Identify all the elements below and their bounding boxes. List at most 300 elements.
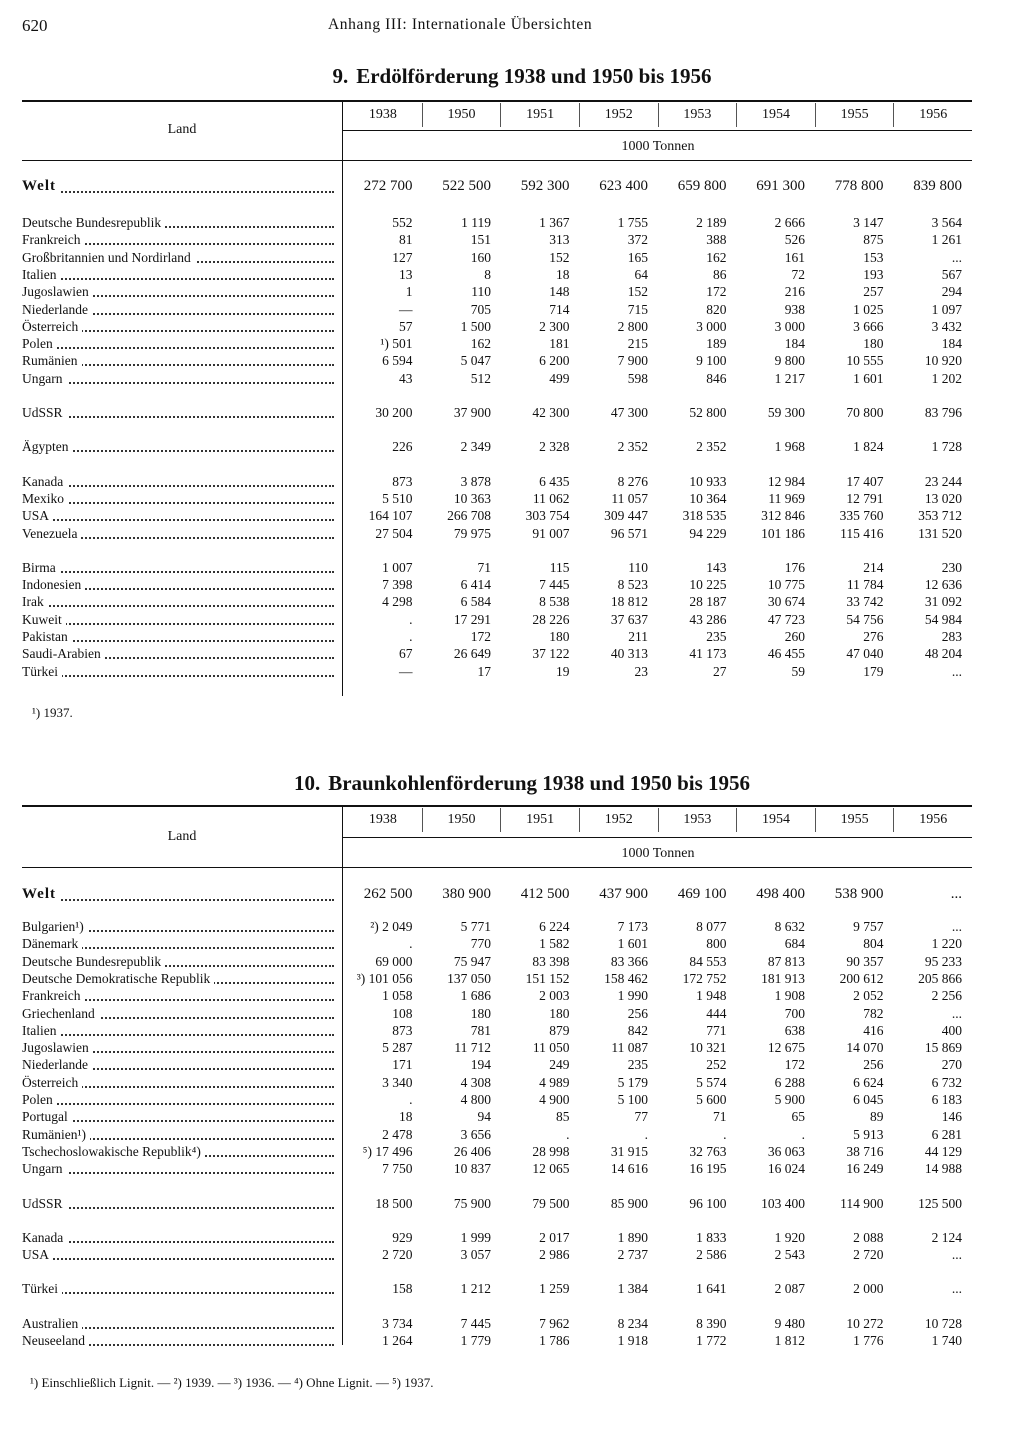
table10-land-name: Rumänien¹): [22, 1127, 90, 1142]
table9-value-cells: [344, 404, 972, 421]
table9-value-1953: 41 173: [689, 646, 727, 662]
table10-land-name: Niederlande: [22, 1057, 92, 1072]
table10-land-cell: [22, 1005, 334, 1022]
table10-value-1952: 2 737: [617, 1247, 648, 1263]
table10-value-1953: 16 195: [689, 1161, 727, 1177]
table9-land-cell: [22, 628, 334, 645]
table10-value-1952: 7 173: [617, 919, 648, 934]
table10-value-1951: 28 998: [532, 1143, 570, 1159]
table9-land-name: Saudi-Arabien: [22, 646, 105, 661]
table10-value-1938: 3 340: [382, 1074, 413, 1090]
table10-value-1956: ...: [951, 1281, 962, 1297]
table10-value-1952: 1 918: [617, 1333, 648, 1348]
table10-value-1955: 2 052: [853, 988, 884, 1004]
table9-leader-dots: [22, 675, 334, 677]
table10-leader-dots: [22, 1103, 334, 1105]
table10-value-1950: 781: [470, 1022, 491, 1038]
table9-table-row: [22, 611, 972, 628]
table9-value-1953: 3 000: [696, 318, 727, 334]
table10-value-1954: 16 024: [767, 1161, 805, 1177]
table9-value-1938: 6 594: [382, 353, 413, 369]
table10-year-1952: 1952: [579, 808, 658, 832]
table9-land-cell: [22, 438, 334, 455]
table10-value-1956: 400: [941, 1022, 962, 1038]
table9-value-1955: 33 742: [846, 594, 884, 610]
table10-value-1956: 2 256: [931, 988, 962, 1004]
table10-value-1951: 249: [549, 1057, 570, 1073]
table9-land-name: Jugoslawien: [22, 284, 93, 299]
table10-value-1952: 1 384: [617, 1281, 648, 1297]
table10-value-1950: 4 800: [460, 1092, 491, 1107]
table9-land-cell: [22, 593, 334, 610]
table10-value-1938: ³) 101 056: [356, 970, 413, 986]
table10-value-1952: 77: [634, 1109, 648, 1125]
table10-value-1954: 87 813: [767, 953, 805, 969]
table10-value-1951: 85: [556, 1109, 570, 1125]
table9-value-1953: 10 933: [689, 473, 727, 489]
table10-value-1938: 7 750: [382, 1161, 413, 1177]
table10-value-1951: 79 500: [532, 1195, 570, 1211]
table9-value-1951: 6 435: [539, 473, 570, 489]
table10-value-1956: ...: [951, 919, 962, 934]
table9-value-cells: [344, 370, 972, 387]
table10-year-1950: 1950: [422, 808, 501, 832]
table9-value-1950: 3 878: [460, 473, 491, 489]
table9-land-cell: [22, 301, 334, 318]
table9-leader-dots: [22, 191, 334, 193]
table9-value-cells: [344, 301, 972, 318]
table10-value-1950: 137 050: [447, 970, 491, 986]
table10-land-name: Deutsche Bundesrepublik: [22, 954, 165, 969]
table9-value-1951: 1 367: [539, 215, 570, 230]
table10-land-cell: [22, 1108, 334, 1125]
table10-value-1938: 873: [392, 1022, 413, 1038]
table10-value-cells: [344, 1074, 972, 1091]
table9-value-1955: 214: [863, 559, 884, 575]
table9-value-1950: 10 363: [453, 490, 491, 506]
table10-land-cell: [22, 1039, 334, 1056]
table9-value-1950: 705: [470, 301, 491, 317]
table9-value-1954: 59 300: [767, 405, 805, 420]
table10-land-cell: [22, 918, 334, 935]
table9-value-1938: 127: [392, 249, 413, 265]
table9-value-1955: 3 147: [853, 215, 884, 230]
table10-value-1951: 83 398: [532, 953, 570, 969]
table9-value-1956: 1 261: [931, 232, 962, 248]
table10-value-1953: 252: [706, 1057, 727, 1073]
table10-table-row: [22, 1022, 972, 1039]
table9-land-cell: [22, 352, 334, 369]
table9-value-1950: 6 414: [460, 577, 491, 593]
table10-land-cell: [22, 1126, 334, 1143]
table10-value-cells: [344, 970, 972, 987]
table10-table-row: [22, 1280, 972, 1297]
table10-value-cells: [344, 1143, 972, 1160]
table10-value-1950: 1 212: [460, 1281, 491, 1297]
table10-value-1951: 12 065: [532, 1161, 570, 1177]
table10-value-1950: 10 837: [453, 1161, 491, 1177]
table10-value-1950: 1 686: [460, 988, 491, 1004]
table9-value-1953: 172: [706, 284, 727, 300]
table10-leader-dots: [22, 1207, 334, 1209]
table10-value-1951: 7 962: [539, 1315, 570, 1331]
table10-value-1951: 6 224: [539, 919, 570, 934]
table9-land-cell: [22, 663, 334, 680]
table10-value-1955: 804: [863, 936, 884, 952]
table10-value-1952: 158 462: [604, 970, 648, 986]
table10-value-1952: 31 915: [610, 1143, 648, 1159]
table9-value-1950: 172: [470, 629, 491, 644]
table10-value-1955: 89: [870, 1109, 884, 1125]
table9-value-cells: [344, 266, 972, 283]
table9-value-1955: 115 416: [840, 525, 884, 541]
table9-value-1938: .: [409, 611, 413, 627]
table10-value-1938: 929: [392, 1229, 413, 1245]
table9-value-1955: 1 824: [853, 439, 884, 455]
table10-value-1938: ⁵) 17 496: [362, 1143, 413, 1159]
table10-land-name: Polen: [22, 1092, 57, 1107]
table10-land-name: Bulgarien¹): [22, 919, 88, 934]
table10-land-cell: [22, 953, 334, 970]
table9-value-1938: 13: [399, 266, 413, 282]
table9-value-1950: 162: [470, 336, 491, 352]
table10-title-text: Braunkohlenförderung 1938 und 1950 bis 1956: [328, 771, 751, 795]
table10-value-cells: [344, 935, 972, 952]
table9-value-1938: —: [399, 301, 413, 317]
table10-value-1955: 9 757: [853, 919, 884, 934]
table9-value-1953: 846: [706, 370, 727, 386]
table9-year-1951: 1951: [500, 103, 579, 127]
table9-value-1956: 230: [941, 559, 962, 575]
table10-table-row: [22, 935, 972, 952]
table9-value-1954: 9 800: [774, 353, 805, 369]
table9-value-1952: 64: [634, 266, 648, 282]
table9-table-row: [22, 438, 972, 455]
table10-top-rule: [22, 805, 972, 807]
table10-table-row: [22, 1108, 972, 1125]
table10-value-1938: 262 500: [363, 886, 413, 902]
table10-value-1950: 3 656: [460, 1126, 491, 1142]
table9-value-1938: 164 107: [368, 508, 413, 524]
table9-value-1955: 180: [863, 336, 884, 352]
table9-value-1950: 37 900: [453, 405, 491, 420]
table9-leader-dots: [22, 623, 334, 625]
table10-table-row: [22, 1229, 972, 1246]
table9-value-1954: 46 455: [767, 646, 805, 662]
table10-world-row: [22, 884, 972, 904]
table10-value-1951: 11 050: [532, 1040, 570, 1056]
table9-value-1955: 257: [863, 284, 884, 300]
table9-value-1954: 47 723: [767, 611, 805, 627]
table10-table-row: [22, 970, 972, 987]
table9-value-1954: 10 775: [767, 577, 805, 593]
table9-value-1954: 526: [784, 232, 805, 248]
table10-table-row: [22, 1126, 972, 1143]
table9-value-1953: 94 229: [689, 525, 727, 541]
table9-value-1951: 37 122: [532, 646, 570, 662]
table10-value-1954: 65: [791, 1109, 805, 1125]
table10-year-1956: 1956: [893, 808, 972, 832]
table10-value-1953: 8 077: [696, 919, 727, 934]
table10-table-row: [22, 918, 972, 935]
table9-value-1956: 48 204: [924, 646, 962, 662]
table9-value-1950: 160: [470, 249, 491, 265]
table9-value-1956: 131 520: [918, 525, 962, 541]
table10-value-1954: .: [801, 1126, 805, 1142]
table9-value-1955: 10 555: [846, 353, 884, 369]
table10-value-1954: 2 087: [774, 1281, 805, 1297]
table10-value-1951: 180: [549, 1005, 570, 1021]
table9-value-1951: 91 007: [532, 525, 570, 541]
table9-value-cells: [344, 611, 972, 628]
table10-value-1951: 2 986: [539, 1247, 570, 1263]
table9-value-1954: 312 846: [761, 508, 805, 524]
table10-leader-dots: [22, 1034, 334, 1036]
table9-value-1953: 52 800: [689, 405, 727, 420]
table9-value-1952: 211: [628, 629, 648, 644]
table9-value-cells: [344, 231, 972, 248]
table9-value-1955: 70 800: [846, 405, 884, 420]
table10-table-row: [22, 1160, 972, 1177]
table9-value-1952: 47 300: [610, 405, 648, 420]
table9-table-row: [22, 214, 972, 231]
table9-value-1956: 23 244: [924, 473, 962, 489]
table9-footnote: ¹) 1937.: [32, 705, 73, 720]
table9-value-1956: 12 636: [924, 577, 962, 593]
table9-value-1956: 3 564: [931, 215, 962, 230]
table9-table-row: [22, 507, 972, 524]
table9-land-name: Mexiko: [22, 491, 68, 506]
table10-table-row: [22, 1315, 972, 1332]
table9-header-bottom-rule: [22, 160, 972, 161]
table10-land-name: Griechenland: [22, 1006, 99, 1021]
table9-value-cells: [344, 283, 972, 300]
table9-land-cell: [22, 266, 334, 283]
table9-leader-dots: [22, 502, 334, 504]
table9-value-1954: 1 217: [774, 370, 805, 386]
table9-value-1938: 226: [392, 439, 413, 455]
table10-value-1951: 1 786: [539, 1333, 570, 1348]
table9-value-1956: 283: [941, 629, 962, 644]
table10-value-1955: 6 624: [853, 1074, 884, 1090]
table10-value-1956: ...: [950, 886, 962, 902]
table10-value-1952: 437 900: [599, 886, 648, 902]
table9-value-1951: 115: [549, 559, 570, 575]
table10-leader-dots: [22, 1241, 334, 1243]
table9-land-name: Polen: [22, 336, 57, 351]
table9-value-1938: 272 700: [363, 178, 413, 194]
table10-value-1951: 4 989: [539, 1074, 570, 1090]
table10-unit-label: 1000 Tonnen: [621, 846, 695, 861]
table10-value-cells: [344, 1005, 972, 1022]
table9-top-rule: [22, 100, 972, 102]
table9-leader-dots: [22, 278, 334, 280]
table10-value-1938: 5 287: [382, 1040, 413, 1056]
table9-land-cell: [22, 611, 334, 628]
table10-land-cell: [22, 970, 334, 987]
table9-land-name: Deutsche Bundesrepublik: [22, 215, 165, 230]
table9-value-1938: 1 007: [382, 559, 413, 575]
table9-value-1954: 691 300: [756, 178, 805, 194]
table10-land-name: Frankreich: [22, 988, 84, 1003]
table9-value-1951: 148: [549, 284, 570, 300]
table10-year-header: [344, 808, 972, 832]
table9-value-1952: 2 352: [617, 439, 648, 455]
table10-value-1952: 8 234: [617, 1315, 648, 1331]
table9-table-row: [22, 352, 972, 369]
table9-land-name: Birma: [22, 560, 60, 575]
table9-value-1954: 161: [784, 249, 805, 265]
table9-value-1954: 11 969: [768, 490, 805, 506]
table10-value-1953: 10 321: [689, 1040, 727, 1056]
table9-value-1950: 71: [477, 559, 491, 575]
page-number: 620: [22, 16, 48, 35]
table9-value-1950: 17 291: [453, 611, 491, 627]
table9-land-name: Irak: [22, 594, 48, 609]
table10-table-row: [22, 1246, 972, 1263]
table10-value-1950: 26 406: [453, 1143, 491, 1159]
table9-year-1953: 1953: [658, 103, 737, 127]
table9-value-cells: [344, 473, 972, 490]
table9-value-1953: 28 187: [689, 594, 727, 610]
table9-value-1954: 1 968: [774, 439, 805, 455]
table10-year-1954: 1954: [736, 808, 815, 832]
table9-value-1955: 17 407: [846, 473, 884, 489]
table9-table-row: [22, 266, 972, 283]
table10-value-1951: 1 582: [539, 936, 570, 952]
table10-value-1938: 1 058: [382, 988, 413, 1004]
table9-land-cell: [22, 370, 334, 387]
table10-value-1956: 205 866: [918, 970, 962, 986]
table10-land-name: USA: [22, 1247, 53, 1262]
table9-table-row: [22, 473, 972, 490]
table10-value-1956: 6 732: [931, 1074, 962, 1090]
table10-value-1956: 44 129: [924, 1143, 962, 1159]
table10-value-1954: 181 913: [761, 970, 805, 986]
table10-title: [0, 771, 1024, 796]
table10-table-row: [22, 1074, 972, 1091]
table9-value-1938: .: [409, 629, 413, 644]
table9-value-1951: 303 754: [525, 508, 570, 524]
table10-land-name: UdSSR: [22, 1196, 67, 1211]
table10-value-1952: 14 616: [610, 1161, 648, 1177]
table9-land-cell: [22, 576, 334, 593]
table9-value-1952: 18 812: [610, 594, 648, 610]
table9-value-1952: 372: [627, 232, 648, 248]
table10-table-row: [22, 953, 972, 970]
table9-value-1955: 778 800: [834, 178, 884, 194]
table9-value-1952: 7 900: [617, 353, 648, 369]
table9-table-row: [22, 231, 972, 248]
table10-value-1956: ...: [951, 1247, 962, 1263]
table10-value-cells: [344, 1315, 972, 1332]
table10-value-1938: .: [409, 1092, 413, 1107]
table10-value-1955: 2 000: [853, 1281, 884, 1297]
table9-value-1955: 11 784: [846, 577, 884, 593]
table10-value-cells: [344, 1126, 972, 1143]
table9-leader-dots: [22, 571, 334, 573]
table9-value-1950: 1 500: [460, 318, 491, 334]
table10-value-cells: [344, 1160, 972, 1177]
table9-table-row: [22, 404, 972, 421]
table9-land-cell: [22, 214, 334, 231]
table9-land-cell: [22, 176, 334, 196]
table10-value-1956: 95 233: [924, 953, 962, 969]
table9-table-row: [22, 628, 972, 645]
table9-value-1938: 30 200: [375, 405, 413, 420]
table10-value-1952: 1 601: [617, 936, 648, 952]
table9-value-1952: 2 800: [617, 318, 648, 334]
table9-value-1954: 938: [784, 301, 805, 317]
table9-value-1954: 184: [784, 336, 805, 352]
table9-leader-dots: [22, 347, 334, 349]
table10-value-1956: 1 740: [931, 1333, 962, 1348]
table9-value-cells: [344, 318, 972, 335]
table9-value-1950: 110: [471, 284, 491, 300]
table10-value-1955: 416: [863, 1022, 884, 1038]
table9-value-1954: 101 186: [761, 525, 805, 541]
table9-value-1950: 512: [470, 370, 491, 386]
table9-value-1955: 875: [863, 232, 884, 248]
table10-value-1950: 75 900: [453, 1195, 491, 1211]
table9-value-1952: 8 523: [617, 577, 648, 593]
table10-value-cells: [344, 953, 972, 970]
table10-land-cell: [22, 1315, 334, 1332]
table10-value-1956: 125 500: [918, 1195, 962, 1211]
table9-value-1951: 499: [549, 370, 570, 386]
table9-value-1956: 184: [941, 336, 962, 352]
table9-value-1953: 189: [706, 336, 727, 352]
table9-unit-label: 1000 Tonnen: [621, 139, 695, 154]
table10-land-cell: [22, 1332, 334, 1349]
table9-value-1955: 12 791: [846, 490, 884, 506]
table10-land-name: Dänemark: [22, 936, 82, 951]
table9-value-1954: 216: [784, 284, 805, 300]
table10-value-1953: 800: [706, 936, 727, 952]
table10-land-name: Österreich: [22, 1075, 82, 1090]
table9-land-header: Land: [167, 122, 197, 137]
table9-value-1953: 143: [706, 559, 727, 575]
table10-land-name: Portugal: [22, 1109, 72, 1124]
table9-year-1954: 1954: [736, 103, 815, 127]
table9-value-cells: [344, 214, 972, 231]
table9-value-1950: 151: [470, 232, 491, 248]
table9-value-cells: [344, 490, 972, 507]
table9-table-row: [22, 663, 972, 680]
table10-table-row: [22, 1332, 972, 1349]
table10-value-cells: [344, 1332, 972, 1349]
table10-value-1952: 85 900: [610, 1195, 648, 1211]
table9-value-cells: [344, 249, 972, 266]
table10-land-cell: [22, 884, 334, 904]
table10-value-1954: 638: [784, 1022, 805, 1038]
table10-value-1951: .: [566, 1126, 570, 1142]
table10-value-1955: 5 913: [853, 1126, 884, 1142]
table10-value-1952: 5 100: [617, 1092, 648, 1107]
table9-value-1955: 153: [863, 249, 884, 265]
table10-leader-dots: [22, 1172, 334, 1174]
table10-value-1952: .: [644, 1126, 648, 1142]
table9-value-1953: 43 286: [689, 611, 727, 627]
table10-land-cell: [22, 1229, 334, 1246]
table10-value-1938: 1 264: [382, 1333, 413, 1348]
table9-value-1954: 59: [791, 663, 805, 679]
table9-value-1952: 96 571: [610, 525, 648, 541]
table9-value-1952: 40 313: [610, 646, 648, 662]
table10-value-1956: 6 281: [931, 1126, 962, 1142]
table9-land-name: Rumänien: [22, 353, 82, 368]
table10-value-cells: [344, 1056, 972, 1073]
